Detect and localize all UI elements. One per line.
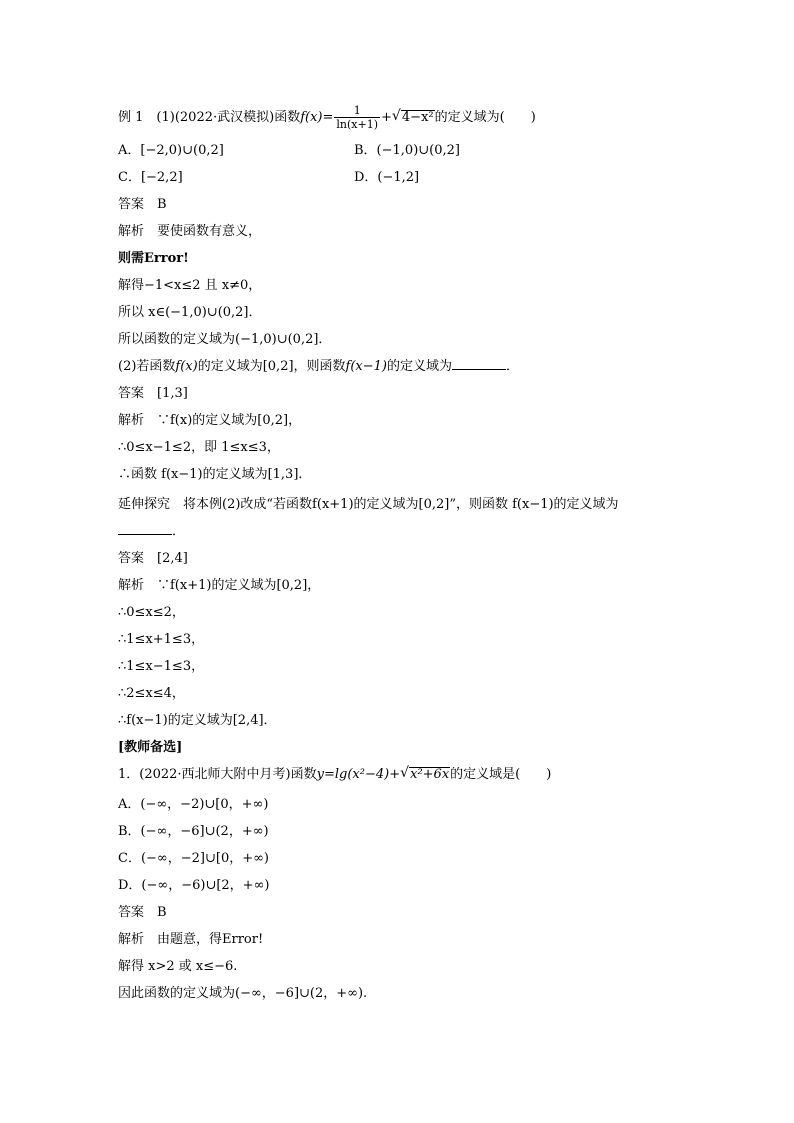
question-2 <box>118 357 519 377</box>
teacher-function: y=lg(x²−4)+ <box>316 767 401 782</box>
option-a: A．[−2,0)∪(0,2] <box>118 143 224 158</box>
question-2-text: (2)若函数 <box>118 359 176 374</box>
function-expr: f(x)= <box>300 110 334 125</box>
teacher-option-b: B．(−∞，−6]∪(2，+∞) <box>118 824 269 839</box>
teacher-question-suffix: 的定义域是( ) <box>450 767 552 782</box>
analysis-3: 解析 ∵f(x+1)的定义域为[0,2]， <box>118 578 321 593</box>
question-2-end: ． <box>506 359 520 374</box>
question-2-fx: f(x) <box>175 359 198 374</box>
example-label: 例 1 <box>118 110 144 125</box>
question-text: (1)(2022·武汉模拟)函数 <box>156 110 301 125</box>
answer-1: 答案 B <box>118 197 167 212</box>
question-2-text-c: 的定义域为 <box>387 359 453 374</box>
derive-2b: ∴函数 f(x−1)的定义域为[1,3]． <box>118 467 312 482</box>
teacher-heading: [教师备选] <box>118 740 183 755</box>
options-row-1 <box>118 141 460 161</box>
square-root <box>400 765 450 785</box>
derive-3b: ∴1≤x+1≤3， <box>118 632 205 647</box>
so-line-2: 所以函数的定义域为(−1,0)∪(0,2]． <box>118 332 332 347</box>
extension-end: ． <box>172 524 186 539</box>
question-2-fx1: f(x−1) <box>345 359 387 374</box>
condition-line: 则需Error! <box>118 251 189 266</box>
analysis-1: 解析 要使函数有意义， <box>118 224 262 239</box>
derive-3c: ∴1≤x−1≤3， <box>118 659 205 674</box>
option-b: B．(−1,0)∪(0,2] <box>354 143 460 158</box>
teacher-option-a: A．(−∞，−2)∪[0，+∞) <box>118 797 269 812</box>
answer-blank <box>452 357 506 370</box>
teacher-conclusion: 因此函数的定义域为(−∞，−6]∪(2，+∞). <box>118 986 368 1001</box>
option-c: C．[−2,2] <box>118 170 183 185</box>
teacher-question-text: 1．(2022·西北师大附中月考)函数 <box>118 767 317 782</box>
fraction-denominator: ln(x+1) <box>336 118 378 131</box>
square-root <box>392 108 435 128</box>
derive-2a: ∴0≤x−1≤2，即 1≤x≤3， <box>118 440 280 455</box>
solve-line: 解得−1<x≤2 且 x≠0， <box>118 278 262 293</box>
extension: 延伸探究 将本例(2)改成“若函数f(x+1)的定义域为[0,2]”，则函数 f(x−1)的定义域为 <box>118 497 619 512</box>
options-row-2 <box>118 168 420 188</box>
answer-blank <box>118 522 172 535</box>
teacher-analysis: 解析 由题意，得Error! <box>118 932 264 947</box>
answer-3: 答案 [2,4] <box>118 551 188 566</box>
question-2-text-b: 的定义域为[0,2]，则函数 <box>197 359 346 374</box>
radicand: 4−x² <box>401 110 434 125</box>
teacher-question <box>118 765 551 785</box>
option-d: D．(−1,2] <box>354 170 420 185</box>
teacher-option-d: D．(−∞，−6)∪[2，+∞) <box>118 878 270 893</box>
fraction-numerator: 1 <box>334 104 380 118</box>
answer-2: 答案 [1,3] <box>118 386 188 401</box>
teacher-solve: 解得 x>2 或 x≤−6. <box>118 959 238 974</box>
teacher-answer: 答案 B <box>118 905 167 920</box>
derive-3a: ∴0≤x≤2， <box>118 605 185 620</box>
plus-sign: + <box>381 110 392 125</box>
fraction <box>334 104 380 131</box>
so-line-1: 所以 x∈(−1,0)∪(0,2]． <box>118 305 262 320</box>
example-1-stem <box>118 104 536 131</box>
derive-3e: ∴f(x−1)的定义域为[2,4]． <box>118 713 277 728</box>
question-suffix: 的定义域为( ) <box>434 110 536 125</box>
radicand: x²+6x <box>410 767 450 782</box>
teacher-option-c: C．(−∞，−2]∪[0，+∞) <box>118 851 270 866</box>
derive-3d: ∴2≤x≤4， <box>118 686 185 701</box>
analysis-2: 解析 ∵f(x)的定义域为[0,2]， <box>118 413 302 428</box>
extension-blank-line <box>118 522 185 542</box>
